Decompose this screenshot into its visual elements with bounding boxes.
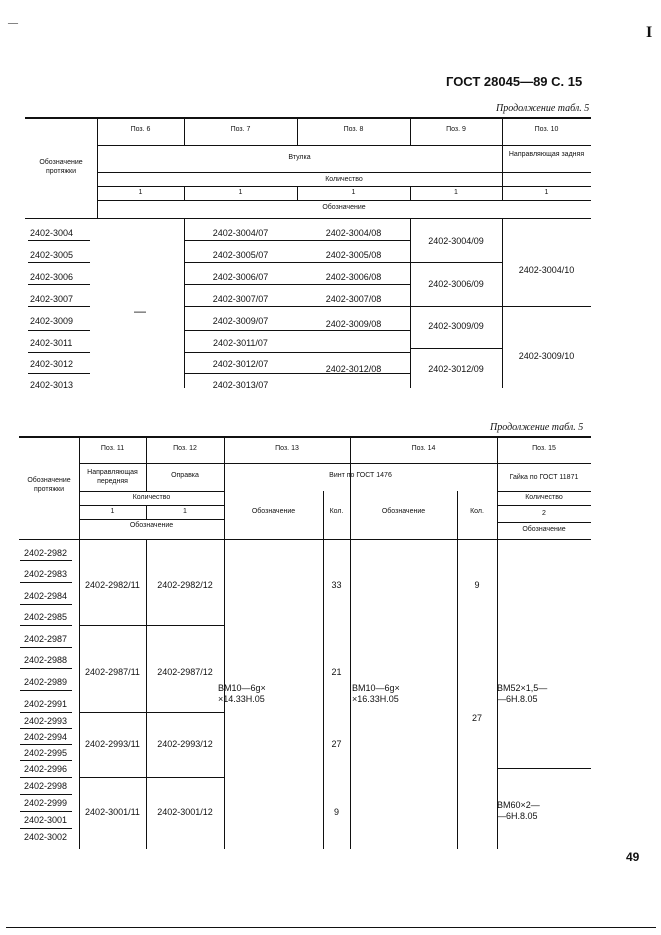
table2-qty: 1 — [183, 508, 187, 515]
table1-pos7-cell: 2402-3009/07 — [212, 316, 269, 326]
table2-row-id: 2402-2985 — [24, 612, 68, 622]
table2-designation-header: Обозначение протяжки — [27, 477, 71, 493]
table2-qty: 2 — [542, 510, 546, 517]
table2-pos13-qty-cell: 21 — [331, 667, 342, 677]
table1-designation-header: Обозначение протяжки — [39, 159, 83, 175]
table2-row-id: 2402-2996 — [24, 764, 68, 774]
table2-row-id: 2402-2999 — [24, 798, 68, 808]
table2-designation: Обозначение — [129, 522, 174, 529]
table1-pos8-cell: 2402-3006/08 — [325, 272, 382, 282]
table1-row-id: 2402-3006 — [30, 272, 74, 282]
table1-designation: Обозначение — [322, 204, 366, 211]
table2-quantity: Количество — [132, 494, 171, 501]
table2-pos12: Поз. 12 — [173, 445, 197, 452]
table1-pos7-cell: 2402-3011/07 — [213, 338, 268, 348]
table1-pos8-cell: 2402-3012/08 — [325, 364, 382, 374]
table1-row-id: 2402-3011 — [30, 338, 73, 348]
table2-row-id: 2402-2989 — [24, 677, 68, 687]
table1-pos8-cell: 2402-3004/08 — [325, 228, 382, 238]
table1-pos7-cell: 2402-3005/07 — [212, 250, 269, 260]
table1-group-guide: Направляющая задняя — [508, 151, 585, 158]
table2-pos13-qty-cell: 27 — [331, 739, 342, 749]
table2-row-id: 2402-2994 — [24, 732, 68, 742]
table1-pos10: Поз. 10 — [534, 126, 559, 133]
table1-qty: 1 — [138, 189, 143, 196]
page-number: 49 — [626, 850, 640, 864]
table1-pos7: Поз. 7 — [230, 126, 251, 133]
table2-row-id: 2402-3002 — [24, 832, 68, 842]
table1-pos10-cell: 2402-3004/10 — [518, 265, 575, 275]
table2-row-id: 2402-2988 — [24, 655, 68, 665]
table2-row-id: 2402-2984 — [24, 591, 68, 601]
table2-pos12-cell: 2402-2993/12 — [157, 739, 213, 749]
table2-pos11-cell: 2402-2982/11 — [85, 580, 140, 590]
table2-continuation: Продолжение табл. 5 — [490, 422, 584, 433]
table2-pos15-cell-b-line1: ВМ60×2— — [497, 800, 540, 810]
table2-pos14-designation: Обозначение — [381, 508, 426, 515]
table2-pos13: Поз. 13 — [275, 445, 299, 452]
table1-qty: 1 — [454, 189, 458, 196]
table1-pos9-cell: 2402-3006/09 — [428, 279, 484, 289]
table2-pos13-qty-cell: 33 — [331, 580, 342, 590]
table2-pos12-cell: 2402-3001/12 — [157, 807, 213, 817]
table1-row-id: 2402-3004 — [30, 228, 74, 238]
table1-pos6: Поз. 6 — [130, 126, 151, 133]
table2-pos13-designation-line2: ×14.33Н.05 — [218, 694, 265, 704]
table1-pos8: Поз. 8 — [343, 126, 364, 133]
table1-pos7-cell: 2402-3013/07 — [212, 380, 269, 390]
table2-row-id: 2402-2982 — [24, 548, 68, 558]
table2-pos12-cell: 2402-2982/12 — [157, 580, 213, 590]
table2-pos13-designation: Обозначение — [251, 508, 296, 515]
table1-pos6-dash: — — [134, 304, 146, 318]
table1-row-id: 2402-3007 — [30, 294, 74, 304]
table1-pos8-cell: 2402-3009/08 — [325, 319, 382, 329]
table1-pos9: Поз. 9 — [446, 126, 466, 133]
table2-pos11: Поз. 11 — [100, 445, 125, 452]
table2-row-id: 2402-2995 — [24, 748, 68, 758]
table1-pos7-cell: 2402-3012/07 — [212, 359, 269, 369]
table2-pos14-qty-cell: 9 — [474, 580, 480, 590]
bottom-rule — [6, 927, 656, 928]
table2-pos12-cell: 2402-2987/12 — [157, 667, 213, 677]
table2-pos14-qty-cell: 27 — [471, 713, 482, 723]
table2-pos14-designation-line1: ВМ10—6g× — [352, 683, 400, 693]
table2-pos14-qty: Кол. — [470, 508, 484, 515]
table2-row-id: 2402-2983 — [24, 569, 68, 579]
table1-pos9-cell: 2402-3012/09 — [428, 364, 484, 374]
table2-pos13-qty: Кол. — [329, 508, 344, 515]
table1-qty: 1 — [238, 189, 243, 196]
table1-pos9-cell: 2402-3009/09 — [428, 321, 484, 331]
table1-quantity: Количество — [325, 176, 363, 183]
table2-pos14-designation-line2: ×16.33Н.05 — [352, 694, 399, 704]
table1-pos8-cell: 2402-3007/08 — [325, 294, 382, 304]
table2-designation-15: Обозначение — [522, 526, 566, 533]
table2-nut: Гайка по ГОСТ 11871 — [509, 474, 579, 481]
table1-pos7-cell: 2402-3006/07 — [212, 272, 269, 282]
table2-row-id: 2402-2998 — [24, 781, 68, 791]
table1-pos9-cell: 2402-3004/09 — [428, 236, 484, 246]
table2-pos11-cell: 2402-2993/11 — [85, 739, 140, 749]
table2-pos11-cell: 2402-3001/11 — [85, 807, 140, 817]
table2-row-id: 2402-2987 — [24, 634, 68, 644]
table2-pos14: Поз. 14 — [411, 445, 436, 452]
table1-group-bushing: Втулка — [288, 154, 311, 161]
table1-continuation: Продолжение табл. 5 — [496, 103, 590, 114]
table2-row-id: 2402-2993 — [24, 716, 68, 726]
table2-pos13-qty-cell: 9 — [333, 807, 339, 817]
table1-qty: 1 — [351, 189, 356, 196]
table2-quantity-15: Количество — [525, 494, 563, 501]
corner-mark: Ι — [646, 24, 653, 41]
corner-dash-mark: — — [8, 18, 18, 29]
table2-pos15-cell-b-line2: —6Н.8.05 — [497, 811, 538, 821]
table2-row-id: 2402-2991 — [24, 699, 68, 709]
table2-guide-front: Направляющая передняя — [87, 469, 138, 485]
table2-pos15-cell-a-line1: ВМ52×1,5— — [497, 683, 548, 693]
table1-row-id: 2402-3009 — [30, 316, 74, 326]
table2-pos15-cell-a-line2: —6Н.8.05 — [497, 694, 538, 704]
table1-row-id: 2402-3005 — [30, 250, 74, 260]
table1-row-id: 2402-3012 — [30, 359, 74, 369]
table2-screw: Винт по ГОСТ 1476 — [329, 472, 392, 479]
table1-pos7-cell: 2402-3004/07 — [212, 228, 269, 238]
table1-qty: 1 — [544, 189, 549, 196]
table1-pos8-cell: 2402-3005/08 — [325, 250, 382, 260]
table2-pos13-designation-line1: ВМ10—6g× — [218, 683, 266, 693]
page-header: ГОСТ 28045—89 С. 15 — [446, 74, 583, 89]
table2-pos15: Поз. 15 — [532, 445, 556, 452]
table1-row-id: 2402-3013 — [30, 380, 74, 390]
table2-qty: 1 — [110, 508, 115, 515]
table2-row-id: 2402-3001 — [24, 815, 68, 825]
table2-pos11-cell: 2402-2987/11 — [85, 667, 140, 677]
table1-pos7-cell: 2402-3007/07 — [212, 294, 269, 304]
table2-mandrel: Оправка — [171, 472, 199, 479]
table1-pos10-cell: 2402-3009/10 — [518, 351, 575, 361]
